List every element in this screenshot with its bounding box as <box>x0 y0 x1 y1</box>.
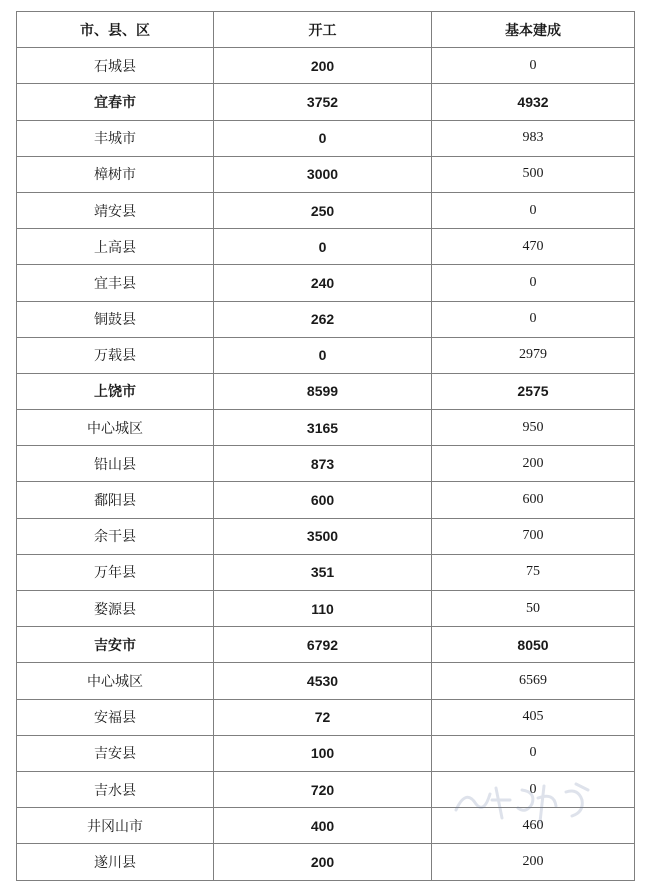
header-kaigong: 开工 <box>214 12 432 48</box>
jiben-jiancheng-cell: 8050 <box>432 627 635 663</box>
table-row <box>17 229 635 265</box>
jiben-jiancheng-cell: 460 <box>432 808 635 844</box>
kaigong-cell: 240 <box>214 265 432 301</box>
region-name-cell: 铜鼓县 <box>17 301 214 337</box>
table-row <box>17 482 635 518</box>
region-name-cell: 上高县 <box>17 229 214 265</box>
jiben-jiancheng-cell: 0 <box>432 48 635 84</box>
jiben-jiancheng-cell: 4932 <box>432 84 635 120</box>
jiben-jiancheng-cell: 500 <box>432 156 635 192</box>
kaigong-cell: 110 <box>214 591 432 627</box>
jiben-jiancheng-cell: 0 <box>432 771 635 807</box>
jiben-jiancheng-cell: 0 <box>432 265 635 301</box>
table-row <box>17 446 635 482</box>
region-name-cell: 中心城区 <box>17 410 214 446</box>
table-row <box>17 301 635 337</box>
region-name-cell: 铅山县 <box>17 446 214 482</box>
jiben-jiancheng-cell: 600 <box>432 482 635 518</box>
region-name-cell: 靖安县 <box>17 192 214 228</box>
kaigong-cell: 4530 <box>214 663 432 699</box>
region-name-cell: 吉安市 <box>17 627 214 663</box>
table-row <box>17 699 635 735</box>
kaigong-cell: 0 <box>214 229 432 265</box>
kaigong-cell: 400 <box>214 808 432 844</box>
jiben-jiancheng-cell: 0 <box>432 735 635 771</box>
region-name-cell: 鄱阳县 <box>17 482 214 518</box>
kaigong-cell: 3500 <box>214 518 432 554</box>
region-name-cell: 万年县 <box>17 554 214 590</box>
table-row <box>17 518 635 554</box>
kaigong-cell: 600 <box>214 482 432 518</box>
kaigong-cell: 200 <box>214 844 432 880</box>
city-row <box>17 84 635 120</box>
region-name-cell: 宜春市 <box>17 84 214 120</box>
table-row <box>17 844 635 880</box>
jiben-jiancheng-cell: 0 <box>432 301 635 337</box>
table-row <box>17 265 635 301</box>
kaigong-cell: 6792 <box>214 627 432 663</box>
kaigong-cell: 100 <box>214 735 432 771</box>
region-name-cell: 樟树市 <box>17 156 214 192</box>
kaigong-cell: 0 <box>214 337 432 373</box>
jiben-jiancheng-cell: 50 <box>432 591 635 627</box>
table-row <box>17 120 635 156</box>
region-name-cell: 宜丰县 <box>17 265 214 301</box>
region-name-cell: 丰城市 <box>17 120 214 156</box>
region-name-cell: 婺源县 <box>17 591 214 627</box>
region-name-cell: 上饶市 <box>17 373 214 409</box>
jiben-jiancheng-cell: 6569 <box>432 663 635 699</box>
kaigong-cell: 262 <box>214 301 432 337</box>
region-name-cell: 吉安县 <box>17 735 214 771</box>
city-row <box>17 373 635 409</box>
jiben-jiancheng-cell: 950 <box>432 410 635 446</box>
region-name-cell: 中心城区 <box>17 663 214 699</box>
table-row <box>17 156 635 192</box>
table-row <box>17 591 635 627</box>
jiben-jiancheng-cell: 405 <box>432 699 635 735</box>
kaigong-cell: 72 <box>214 699 432 735</box>
header-row <box>17 12 635 48</box>
jiben-jiancheng-cell: 983 <box>432 120 635 156</box>
jiben-jiancheng-cell: 2979 <box>432 337 635 373</box>
region-name-cell: 石城县 <box>17 48 214 84</box>
jiben-jiancheng-cell: 700 <box>432 518 635 554</box>
jiben-jiancheng-cell: 470 <box>432 229 635 265</box>
region-name-cell: 安福县 <box>17 699 214 735</box>
kaigong-cell: 8599 <box>214 373 432 409</box>
kaigong-cell: 720 <box>214 771 432 807</box>
kaigong-cell: 200 <box>214 48 432 84</box>
header-jiben-jiancheng: 基本建成 <box>432 12 635 48</box>
table-body <box>17 48 635 880</box>
kaigong-cell: 3165 <box>214 410 432 446</box>
jiben-jiancheng-cell: 0 <box>432 192 635 228</box>
kaigong-cell: 3000 <box>214 156 432 192</box>
region-name-cell: 余干县 <box>17 518 214 554</box>
jiben-jiancheng-cell: 2575 <box>432 373 635 409</box>
region-name-cell: 遂川县 <box>17 844 214 880</box>
table-row <box>17 554 635 590</box>
kaigong-cell: 0 <box>214 120 432 156</box>
kaigong-cell: 3752 <box>214 84 432 120</box>
header-region: 市、县、区 <box>17 12 214 48</box>
region-name-cell: 吉水县 <box>17 771 214 807</box>
table-row <box>17 808 635 844</box>
region-name-cell: 万载县 <box>17 337 214 373</box>
table-row <box>17 735 635 771</box>
city-row <box>17 627 635 663</box>
table-row <box>17 337 635 373</box>
kaigong-cell: 250 <box>214 192 432 228</box>
jiben-jiancheng-cell: 200 <box>432 844 635 880</box>
jiben-jiancheng-cell: 200 <box>432 446 635 482</box>
table-row <box>17 192 635 228</box>
region-name-cell: 井冈山市 <box>17 808 214 844</box>
table-row <box>17 771 635 807</box>
housing-progress-table <box>16 11 635 881</box>
kaigong-cell: 351 <box>214 554 432 590</box>
table-row <box>17 410 635 446</box>
table-row <box>17 663 635 699</box>
table-row <box>17 48 635 84</box>
kaigong-cell: 873 <box>214 446 432 482</box>
jiben-jiancheng-cell: 75 <box>432 554 635 590</box>
